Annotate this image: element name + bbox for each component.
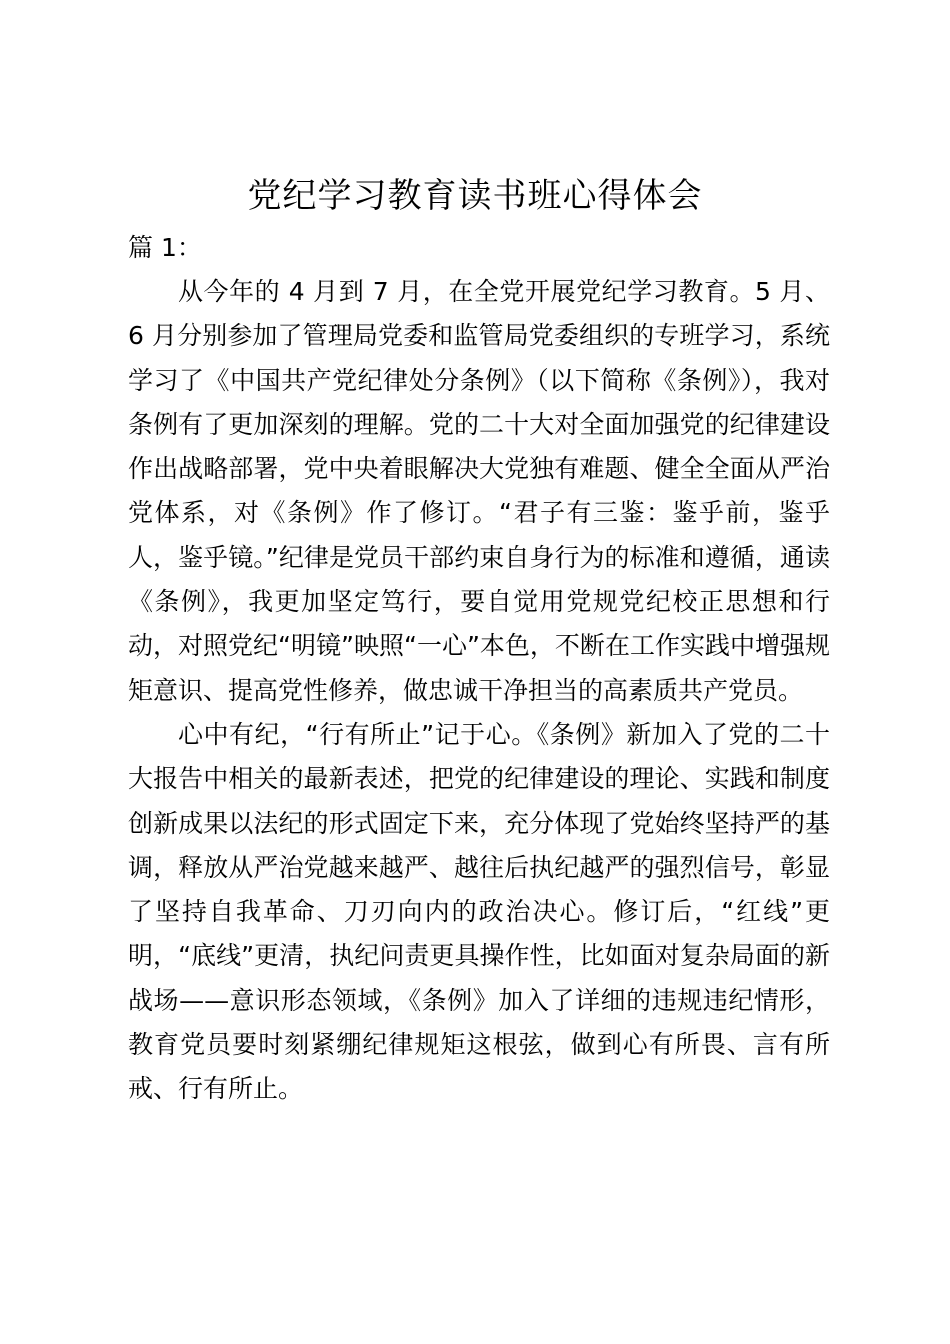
section-label: 篇 1： bbox=[128, 233, 202, 262]
document-body bbox=[128, 270, 830, 1112]
body-paragraph: 心中有纪，“行有所止”记于心。《条例》新加入了党的二十大报告中相关的最新表述，把党的纪律建设的理论、实践和制度创新成果以法纪的形式固定下来，充分体现了党始终坚持严的基调，释放从严治党越来越严、越往后执纪越严的强烈信号，彰显了坚持自我革命、刀刃向内的政治决心。修订后，“红线”更明，“底线”更清，执纪问责更具操作性，比如面对复杂局面的新战场——意识形态领域，《条例》加入了详细的违规违纪情形，教育党员要时刻紧绷纪律规矩这根弦，做到心有所畏、言有所戒、行有所止。 bbox=[128, 719, 830, 1104]
document-title: 党纪学习教育读书班心得体会 bbox=[247, 176, 703, 216]
body-paragraph: 从今年的 4 月到 7 月，在全党开展党纪学习教育。5 月、6 月分别参加了管理局党委和监管局党委组织的专班学习，系统学习了《中国共产党纪律处分条例》（以下简称《条例》），我对条例有了更加深刻的理解。党的二十大对全面加强党的纪律建设作出战略部署，党中央着眼解决大党独有难题、健全全面从严治党体系，对《条例》作了修订。“君子有三鉴：鉴乎前，鉴乎人，鉴乎镜。”纪律是党员干部约束自身行为的标准和遵循，通读《条例》，我更加坚定笃行，要自觉用党规党纪校正思想和行动，对照党纪“明镜”映照“一心”本色，不断在工作实践中增强规矩意识、提高党性修养，做忠诚干净担当的高素质共产党员。 bbox=[128, 277, 830, 705]
